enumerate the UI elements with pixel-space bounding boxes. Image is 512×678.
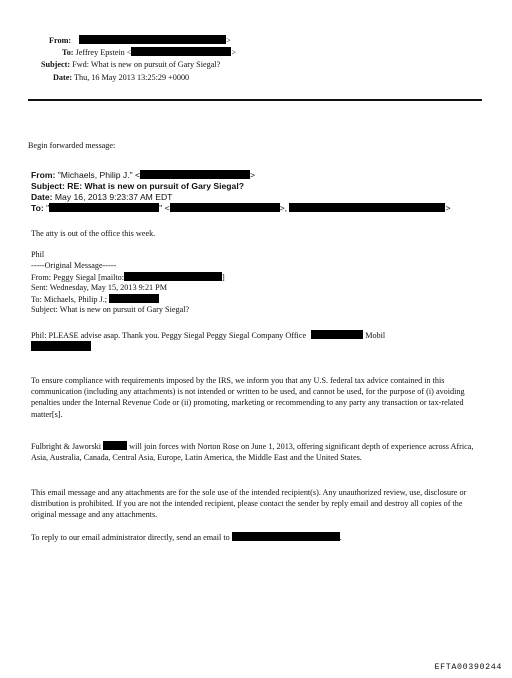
header-to-suffix: > bbox=[231, 48, 237, 57]
document-id: EFTA00390244 bbox=[434, 662, 502, 672]
fwd-from-row bbox=[31, 170, 255, 180]
forward-intro: Begin forwarded message: bbox=[28, 141, 116, 150]
admin-line bbox=[31, 532, 342, 542]
redaction-block bbox=[289, 203, 445, 212]
reply-line: The atty is out of the office this week. bbox=[31, 229, 156, 238]
header-divider bbox=[28, 99, 482, 101]
fwd-to-label: To: bbox=[31, 203, 44, 213]
header-to-label: To: bbox=[62, 48, 74, 57]
header-from-label: From: bbox=[49, 36, 72, 45]
fwd-to-quote: " bbox=[46, 203, 50, 213]
confidentiality-notice: This email message and any attachments are for the sole use of the intended recipient(s). Any unauthorized review, use, disclosure or distribution is prohibited. If you are not the intended recipient, please contact the sender by reply email and destroy all copies of the original message and any attachments. bbox=[31, 488, 467, 520]
fwd-from-label: From: bbox=[31, 170, 56, 180]
header-subject-value: Fwd: What is new on pursuit of Gary Siegal? bbox=[72, 60, 221, 69]
redaction-block bbox=[31, 341, 91, 351]
fwd-subject-row bbox=[31, 181, 244, 191]
fwd-date-row bbox=[31, 192, 172, 202]
irs-notice: To ensure compliance with requirements imposed by the IRS, we inform you that any U.S. federal tax advice contained in this communication (including any attachments) is not intended or written to be used, and cannot be used, for the purpose of (i) avoiding penalties under the Internal Revenue Code or (ii) promoting, marketing or recommending to any party any transaction or tax-related matter[s]. bbox=[31, 376, 465, 419]
redaction-block bbox=[140, 170, 250, 179]
header-subject-label: Subject: bbox=[41, 60, 71, 69]
fwd-from-value: "Michaels, Philip J." < bbox=[57, 170, 141, 180]
fwd-from-suffix: > bbox=[250, 170, 256, 180]
original-divider: -----Original Message----- bbox=[31, 261, 117, 270]
fulbright-rest: will join forces with Norton Rose on June 1, 2013, offering significant depth of experience across Africa, Asia, Australia, Canada, Central Asia, Europe, Latin America, the Middle East and the United States. bbox=[31, 442, 474, 463]
original-to-row bbox=[31, 294, 159, 304]
header-date-row bbox=[53, 73, 189, 82]
redaction-block bbox=[232, 532, 340, 541]
admin-text: To reply to our email administrator directly, send an email to bbox=[31, 533, 230, 542]
header-subject-row bbox=[41, 60, 220, 69]
redaction-block bbox=[124, 272, 222, 281]
body-mobil: Mobil bbox=[365, 331, 386, 340]
original-from: From: Peggy Siegal [mailto: bbox=[31, 273, 125, 282]
redaction-block bbox=[311, 330, 363, 339]
original-from-row bbox=[31, 272, 225, 282]
original-to: To: Michaels, Philip J.; bbox=[31, 295, 108, 304]
header-date-value: Thu, 16 May 2013 13:25:29 +0000 bbox=[74, 73, 190, 82]
fulbright-paragraph bbox=[31, 441, 483, 463]
fwd-to-mid: " < bbox=[159, 203, 170, 213]
fwd-date-value: May 16, 2013 9:23:37 AM EDT bbox=[54, 192, 173, 202]
fwd-to-end: > bbox=[445, 203, 451, 213]
body-text: Phil: PLEASE advise asap. Thank you. Peggy Siegal Peggy Siegal Company Office bbox=[31, 331, 307, 340]
fwd-subject-value: RE: What is new on pursuit of Gary Siegal? bbox=[67, 181, 244, 191]
header-from-suffix: > bbox=[226, 36, 231, 45]
original-sent: Sent: Wednesday, May 15, 2013 9:21 PM bbox=[31, 283, 168, 292]
redaction-block bbox=[79, 35, 226, 44]
body-line-2 bbox=[31, 341, 91, 352]
redaction-block bbox=[170, 203, 280, 212]
fwd-to-row bbox=[31, 203, 450, 213]
redaction-block bbox=[109, 294, 159, 303]
fwd-subject-label: Subject: bbox=[31, 181, 65, 191]
redaction-block bbox=[103, 441, 127, 450]
header-to-value: Jeffrey Epstein < bbox=[75, 48, 132, 57]
body-line bbox=[31, 330, 385, 340]
redaction-block bbox=[49, 203, 159, 212]
redaction-block bbox=[131, 47, 231, 56]
signature: Phil bbox=[31, 250, 45, 259]
fwd-date-label: Date: bbox=[31, 192, 53, 202]
admin-end: . bbox=[339, 533, 342, 542]
header-date-label: Date: bbox=[53, 73, 73, 82]
original-from-end: ] bbox=[222, 273, 225, 282]
header-to-row bbox=[62, 47, 236, 57]
original-subject: Subject: What is new on pursuit of Gary Siegal? bbox=[31, 305, 190, 314]
fulbright-prefix: Fulbright & Jaworski bbox=[31, 442, 102, 451]
fwd-to-sep: >, bbox=[279, 203, 288, 213]
header-from-row bbox=[49, 35, 231, 45]
